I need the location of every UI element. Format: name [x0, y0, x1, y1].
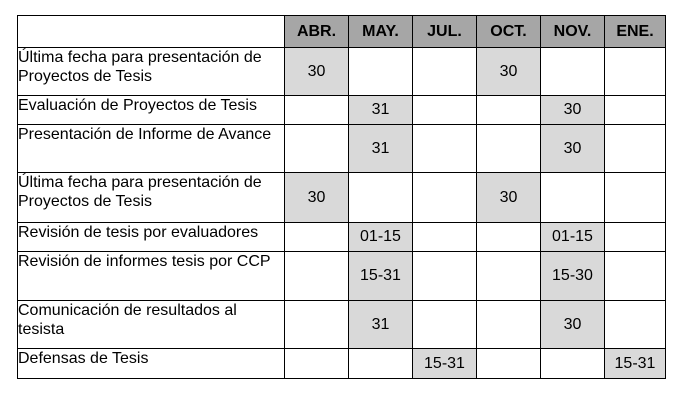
date-cell — [413, 125, 477, 173]
date-cell: 15-30 — [541, 252, 605, 301]
table-row — [18, 301, 666, 349]
schedule-table — [17, 15, 666, 379]
date-cell — [605, 301, 666, 349]
month-header: ENE. — [605, 16, 666, 48]
activity-cell: Última fecha para presentación de Proyectos de Tesis — [18, 48, 285, 96]
table-row — [18, 48, 666, 96]
date-cell: 30 — [541, 301, 605, 349]
date-cell: 31 — [349, 96, 413, 125]
table-row — [18, 173, 666, 223]
date-cell: 30 — [285, 173, 349, 223]
table-row — [18, 349, 666, 379]
date-cell: 15-31 — [605, 349, 666, 379]
date-cell — [477, 301, 541, 349]
date-cell — [285, 252, 349, 301]
date-cell — [413, 252, 477, 301]
date-cell — [413, 301, 477, 349]
activity-cell: Última fecha para presentación de Proyectos de Tesis — [18, 173, 285, 223]
table-row — [18, 223, 666, 252]
date-cell: 31 — [349, 301, 413, 349]
date-cell: 15-31 — [413, 349, 477, 379]
header-row — [18, 16, 666, 48]
date-cell — [477, 252, 541, 301]
date-cell — [605, 125, 666, 173]
table-row — [18, 96, 666, 125]
month-header: JUL. — [413, 16, 477, 48]
date-cell — [477, 125, 541, 173]
date-cell — [413, 223, 477, 252]
table-row — [18, 252, 666, 301]
date-cell: 30 — [285, 48, 349, 96]
date-cell — [285, 349, 349, 379]
activity-cell: Evaluación de Proyectos de Tesis — [18, 96, 285, 125]
activity-cell: Presentación de Informe de Avance — [18, 125, 285, 173]
month-header: MAY. — [349, 16, 413, 48]
table-row — [18, 125, 666, 173]
date-cell: 30 — [477, 173, 541, 223]
date-cell — [285, 301, 349, 349]
date-cell — [541, 349, 605, 379]
date-cell — [285, 96, 349, 125]
date-cell: 30 — [541, 96, 605, 125]
date-cell: 15-31 — [349, 252, 413, 301]
date-cell — [349, 173, 413, 223]
date-cell — [605, 223, 666, 252]
date-cell — [413, 48, 477, 96]
activity-cell: Comunicación de resultados al tesista — [18, 301, 285, 349]
date-cell — [477, 349, 541, 379]
date-cell: 30 — [477, 48, 541, 96]
header-corner — [18, 16, 285, 48]
date-cell — [541, 173, 605, 223]
date-cell — [605, 173, 666, 223]
month-header: OCT. — [477, 16, 541, 48]
date-cell: 01-15 — [541, 223, 605, 252]
activity-cell: Defensas de Tesis — [18, 349, 285, 379]
date-cell — [413, 173, 477, 223]
date-cell: 30 — [541, 125, 605, 173]
date-cell — [477, 223, 541, 252]
date-cell — [605, 252, 666, 301]
date-cell — [349, 48, 413, 96]
date-cell — [349, 349, 413, 379]
date-cell — [605, 48, 666, 96]
month-header: NOV. — [541, 16, 605, 48]
date-cell — [605, 96, 666, 125]
date-cell: 01-15 — [349, 223, 413, 252]
month-header: ABR. — [285, 16, 349, 48]
date-cell — [285, 223, 349, 252]
activity-cell: Revisión de tesis por evaluadores — [18, 223, 285, 252]
date-cell: 31 — [349, 125, 413, 173]
date-cell — [413, 96, 477, 125]
activity-cell: Revisión de informes tesis por CCP — [18, 252, 285, 301]
date-cell — [477, 96, 541, 125]
date-cell — [541, 48, 605, 96]
date-cell — [285, 125, 349, 173]
